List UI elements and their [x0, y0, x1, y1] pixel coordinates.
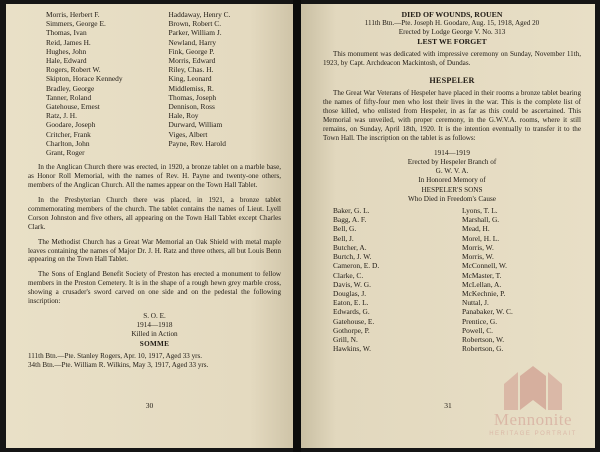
- name-entry: Skipton, Horace Kennedy: [46, 74, 123, 84]
- name-entry: Charlton, John: [46, 138, 90, 148]
- name-entry: Riley, Chas. H.: [168, 65, 214, 75]
- soe-line: S. O. E.: [143, 311, 166, 320]
- soe-years: 1914—1918: [136, 321, 173, 330]
- name-entry: Viges, Albert: [168, 129, 208, 139]
- sons-of-england-paragraph: The Sons of England Benefit Society of Preston has erected a monument to fellow members in the Preston Cemetery. It is in the shape of a rough hewn grey marble cross, showing a crusader's sword carved on one side and on the pedestal the following inscription:: [28, 270, 281, 306]
- name-entry: Grill, N.: [333, 334, 358, 344]
- name-entry: Payne, Rev. Harold: [168, 138, 226, 148]
- name-entry: Clarke, C.: [333, 270, 364, 280]
- name-entry: Hale, Roy: [168, 111, 199, 121]
- name-entry: Bradley, George: [46, 83, 95, 93]
- name-entry: Morris, Herbert F.: [46, 10, 100, 19]
- watermark-subtitle: HERITAGE PORTRAIT: [489, 431, 577, 437]
- name-entry: Ratz, J. H.: [46, 111, 77, 121]
- name-entry: Davis, W. G.: [333, 279, 371, 289]
- name-entry: Marshall, G.: [462, 215, 500, 225]
- name-entry: Douglas, J.: [333, 288, 367, 298]
- name-entry: Robertson, W.: [462, 334, 505, 344]
- name-entry: Powell, C.: [462, 325, 494, 335]
- right-name-list: [323, 206, 581, 353]
- name-entry: [169, 148, 282, 157]
- name-entry: Gatehouse, Ernest: [46, 102, 100, 112]
- right-page-number: 31: [444, 401, 452, 410]
- wilkins-entry: 34th Btn.—Pte. William R. Wilkins, May 3, 1917, Aged 33 yrs.: [28, 360, 209, 369]
- mennonite-heritage-watermark: [474, 366, 592, 446]
- lodge-line: Erected by Lodge George V. No. 313: [398, 28, 506, 37]
- left-name-list: [28, 10, 281, 157]
- name-entry: Tanner, Roland: [46, 92, 92, 102]
- name-entry: Hughes, John: [46, 46, 87, 56]
- methodist-paragraph: The Methodist Church has a Great War Memorial an Oak Shield with metal maple leaves containing the names of Major Dr. J. H. Ratz and three others, all but Louis Benn appearing on the Town Hall Tablet.: [28, 237, 281, 264]
- mennonite-logo-icon: [502, 366, 564, 412]
- hespeler-heading: HESPELER: [429, 76, 475, 86]
- name-entry: Simmers, George E.: [46, 19, 106, 29]
- name-entry: Morris, W.: [462, 252, 494, 262]
- hespeler-paragraph: The Great War Veterans of Hespeler have placed in their rooms a bronze tablet bearing the names of fifty-four men who lost their lives in the war. This is the complete list of those killed, who enlisted from Hespeler, in as far as this could be ascertained. This Memorial was unveiled, with proper ceremony, in the G.W.V.A. rooms, where it still remains, on Sunday, April 18th, 1920. It is the intention eventually to transfer it to the Town Hall. The inscription on the tablet is as follows:: [323, 89, 581, 142]
- tablet-memory: In Honored Memory of: [418, 176, 486, 185]
- name-entry: McLellan, A.: [462, 279, 502, 289]
- name-entry: Bell, J.: [333, 233, 354, 243]
- name-entry: McMaster, T.: [462, 270, 502, 280]
- presbyterian-paragraph: In the Presbyterian Church there was placed, in 1921, a bronze tablet commemorating members of the church. The tablet contains the names of Lieut. Lyell Corson Johnston and five others, all appearing on the Town Hall Tablet except Charles Clark.: [28, 195, 281, 231]
- name-entry: Brown, Robert C.: [168, 19, 222, 29]
- name-entry: Nuttal, J.: [462, 298, 489, 308]
- left-page-number: 30: [145, 401, 154, 410]
- somme-heading: SOMME: [139, 339, 170, 348]
- died-heading: DIED OF WOUNDS, ROUEN: [401, 10, 503, 19]
- name-entry: Panabaker, W. C.: [462, 307, 513, 317]
- name-entry: McKechnie, P.: [462, 288, 506, 298]
- name-entry: Lyons, T. L.: [462, 206, 498, 216]
- lest-we-forget: LEST WE FORGET: [417, 37, 487, 47]
- goodare-entry: 111th Btn.—Pte. Joseph H. Goodare, Aug. 15, 1918, Aged 20: [364, 19, 540, 28]
- name-entry: Goodare, Joseph: [46, 120, 96, 130]
- name-entry: Butcher, A.: [333, 242, 367, 252]
- name-entry: Critcher, Frank: [46, 129, 91, 139]
- name-entry: Bell, G.: [333, 224, 357, 234]
- tablet-sons: HESPELER'S SONS: [421, 185, 483, 194]
- name-entry: Baker, G. L.: [333, 206, 370, 216]
- name-entry: Newland, Harry: [168, 37, 217, 47]
- name-entry: Thomas, Joseph: [168, 92, 217, 102]
- name-entry: Edwards, G.: [333, 307, 370, 317]
- dedication-paragraph: This monument was dedicated with impressive ceremony on Sunday, November 11th, 1923, by Capt. Archdeacon Mackintosh, of Dundas.: [323, 49, 581, 67]
- name-entry: Morris, Edward: [168, 56, 216, 66]
- name-entry: Morris, W.: [462, 242, 494, 252]
- soe-inscription: [28, 312, 281, 349]
- name-entry: Mead, H.: [462, 224, 490, 234]
- name-entry: Grant, Roger: [46, 148, 85, 158]
- tablet-gwva: G. W. V. A.: [435, 167, 469, 176]
- name-entry: Hawkins, W.: [333, 344, 371, 354]
- name-entry: Prentice, G.: [462, 316, 498, 326]
- name-entry: Thomas, Ivan: [46, 28, 87, 38]
- name-entry: Fink, George P.: [168, 46, 215, 56]
- name-entry: Morel, H. L.: [462, 233, 500, 243]
- name-entry: Robertson, G.: [462, 344, 504, 354]
- anglican-paragraph: In the Anglican Church there was erected, in 1920, a bronze tablet on a marble base, as Honor Roll Memorial, with the names of Rev. H. Payne and twenty-one others, members of the Anglican Church. All the names appear on the Town Hall Tablet.: [28, 163, 281, 190]
- tablet-erected: Erected by Hespeler Branch of: [407, 158, 497, 167]
- name-entry: Rogers, Robert W.: [46, 65, 101, 75]
- name-entry: McConnell, W.: [462, 261, 507, 271]
- tablet-cause: Who Died in Freedom's Cause: [408, 194, 496, 203]
- name-entry: Eaton, E. L.: [333, 298, 369, 308]
- name-entry: Burtch, J. W.: [333, 252, 372, 262]
- name-entry: Gothorpe, P.: [333, 325, 370, 335]
- tablet-years: 1914—1919: [434, 148, 470, 157]
- name-entry: Durward, William: [168, 120, 223, 130]
- name-entry: Bagg, A. F.: [333, 215, 367, 225]
- book-gutter: [293, 0, 301, 452]
- left-page: [6, 4, 293, 448]
- name-entry: Dennison, Ross: [168, 102, 215, 112]
- name-entry: King, Leonard: [168, 74, 212, 84]
- name-entry: Gatehouse, E.: [333, 316, 375, 326]
- name-entry: Cameron, E. D.: [333, 261, 380, 271]
- name-entry: Haddaway, Henry C.: [168, 10, 231, 19]
- watermark-name: Mennonite: [493, 410, 573, 429]
- rogers-entry: 111th Btn.—Pte. Stanley Rogers, Apr. 10, 1917, Aged 33 yrs.: [28, 351, 203, 360]
- soe-killed: Killed in Action: [131, 330, 178, 339]
- name-entry: Middlemiss, R.: [168, 83, 214, 93]
- hespeler-tablet-inscription: [323, 149, 581, 204]
- name-entry: Hale, Edward: [46, 56, 87, 66]
- name-entry: Parker, William J.: [168, 28, 222, 38]
- name-entry: Reid, James H.: [46, 37, 91, 47]
